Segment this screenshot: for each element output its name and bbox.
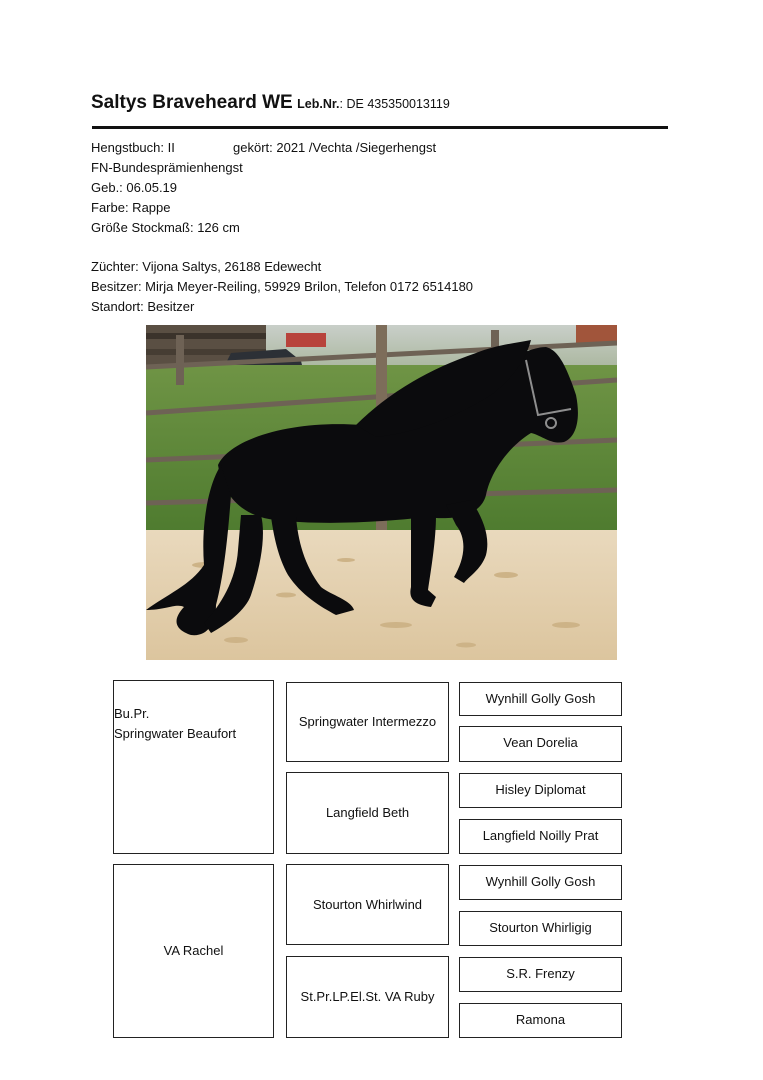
ssd-name: Vean Dorelia <box>503 735 578 750</box>
owner-line: Besitzer: Mirja Meyer-Reiling, 59929 Brilon, Telefon 0172 6514180 <box>91 279 474 294</box>
sdd-name: Langfield Noilly Prat <box>482 828 599 843</box>
horse-title <box>91 92 450 114</box>
sss-name: Wynhill Golly Gosh <box>485 691 596 706</box>
dam-dam-name: St.Pr.LP.El.St. VA Ruby <box>300 989 435 1004</box>
sire-dam-name: Langfield Beth <box>325 805 410 820</box>
sdd-box <box>459 819 622 854</box>
sss-box <box>459 682 622 716</box>
sire-sire-name: Springwater Intermezzo <box>298 714 437 729</box>
dss-box <box>459 865 622 900</box>
dds-box <box>459 957 622 992</box>
ssd-box <box>459 726 622 762</box>
dds-name: S.R. Frenzy <box>506 966 575 981</box>
dss-name: Wynhill Golly Gosh <box>485 874 596 889</box>
height-line: Größe Stockmaß: 126 cm <box>91 220 240 235</box>
horse-name: Saltys Braveheard WE <box>91 92 293 113</box>
color-line: Farbe: Rappe <box>91 200 171 215</box>
location-line: Standort: Besitzer <box>91 299 195 314</box>
dam-name: VA Rachel <box>163 943 224 958</box>
sds-box <box>459 773 622 808</box>
title-rule <box>92 126 668 129</box>
ddd-box <box>459 1003 622 1038</box>
sire-name: Springwater Beaufort <box>114 726 237 741</box>
gekoert-line: gekört: 2021 /Vechta /Siegerhengst <box>233 140 437 155</box>
leb-label: Leb.Nr. <box>297 97 340 111</box>
dam-dam-box <box>286 956 449 1038</box>
dsd-box <box>459 911 622 946</box>
horse-photo <box>146 325 617 660</box>
dam-sire-box <box>286 864 449 945</box>
sire-title: Bu.Pr. <box>114 706 150 721</box>
breeder-line: Züchter: Vijona Saltys, 26188 Edewecht <box>91 259 322 274</box>
sire-dam-box <box>286 772 449 854</box>
dam-box <box>113 864 274 1038</box>
ddd-name: Ramona <box>515 1012 566 1027</box>
leb-value: : DE 435350013119 <box>339 97 450 111</box>
dsd-name: Stourton Whirligig <box>489 920 592 935</box>
dam-sire-name: Stourton Whirlwind <box>312 896 423 912</box>
sire-box <box>113 680 274 854</box>
praemie-line: FN-Bundesprämienhengst <box>91 160 243 175</box>
sire-sire-box <box>286 682 449 762</box>
sds-name: Hisley Diplomat <box>495 782 586 797</box>
birthdate-line: Geb.: 06.05.19 <box>91 180 178 195</box>
hengstbuch-line: Hengstbuch: II <box>91 140 175 155</box>
